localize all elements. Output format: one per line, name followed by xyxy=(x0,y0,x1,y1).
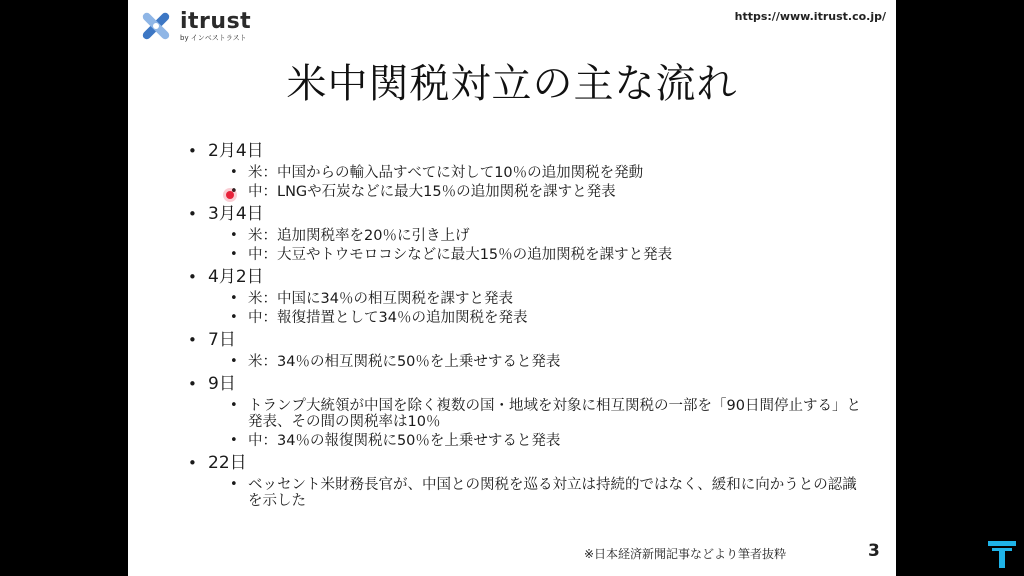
source-note: ※日本経済新聞記事などより筆者抜粋 xyxy=(584,547,787,561)
slide xyxy=(128,0,896,576)
logo-wordmark: itrust xyxy=(180,8,252,34)
timeline-date: 9日 xyxy=(208,374,236,394)
itrust-cross-logo-icon xyxy=(136,6,176,46)
timeline-event: • 中：大豆やトウモロコシなどに最大15％の追加関税を課すと発表 xyxy=(228,247,866,263)
timeline-date: 2月4日 xyxy=(208,141,264,161)
timeline-event: • 中：LNGや石炭などに最大15％の追加関税を課すと発表 xyxy=(228,184,866,200)
timeline-date-item xyxy=(186,452,866,509)
timeline-date: 7日 xyxy=(208,330,236,350)
timeline-date-item xyxy=(186,329,866,370)
timeline-date: 22日 xyxy=(208,453,247,473)
timeline-event: • 米：追加関税率を20％に引き上げ xyxy=(228,228,866,244)
timeline-date-item xyxy=(186,203,866,263)
channel-t-logo-icon xyxy=(986,538,1018,570)
timeline-event: • トランプ大統領が中国を除く複数の国・地域を対象に相互関税の一部を「90日間停止する」と発表、その間の関税率は10％ xyxy=(228,398,866,430)
timeline-event: • ベッセント米財務長官が、中国との関税を巡る対立は持続的ではなく、緩和に向かうとの認識を示した xyxy=(228,477,866,509)
timeline-event: • 中：34％の報復関税に50％を上乗せすると発表 xyxy=(228,433,866,449)
timeline-list xyxy=(186,140,866,512)
timeline-date: 4月2日 xyxy=(208,267,264,287)
page-number: 3 xyxy=(868,541,880,561)
timeline-date-item xyxy=(186,140,866,200)
itrust-logo xyxy=(136,6,251,46)
timeline-event: • 米：中国に34％の相互関税を課すと発表 xyxy=(228,291,866,307)
website-url: https://www.itrust.co.jp/ xyxy=(734,10,886,23)
timeline-date-item xyxy=(186,266,866,326)
laser-pointer-dot xyxy=(226,191,234,199)
timeline-date-item xyxy=(186,373,866,449)
timeline-event: • 米：34％の相互関税に50％を上乗せすると発表 xyxy=(228,354,866,370)
timeline-event: • 中：報復措置として34％の追加関税を発表 xyxy=(228,310,866,326)
timeline-event: • 米：中国からの輸入品すべてに対して10％の追加関税を発動 xyxy=(228,165,866,181)
slide-title: 米中関税対立の主な流れ xyxy=(286,61,738,107)
logo-subtitle: by インベストラスト xyxy=(180,33,247,42)
timeline-date: 3月4日 xyxy=(208,204,264,224)
